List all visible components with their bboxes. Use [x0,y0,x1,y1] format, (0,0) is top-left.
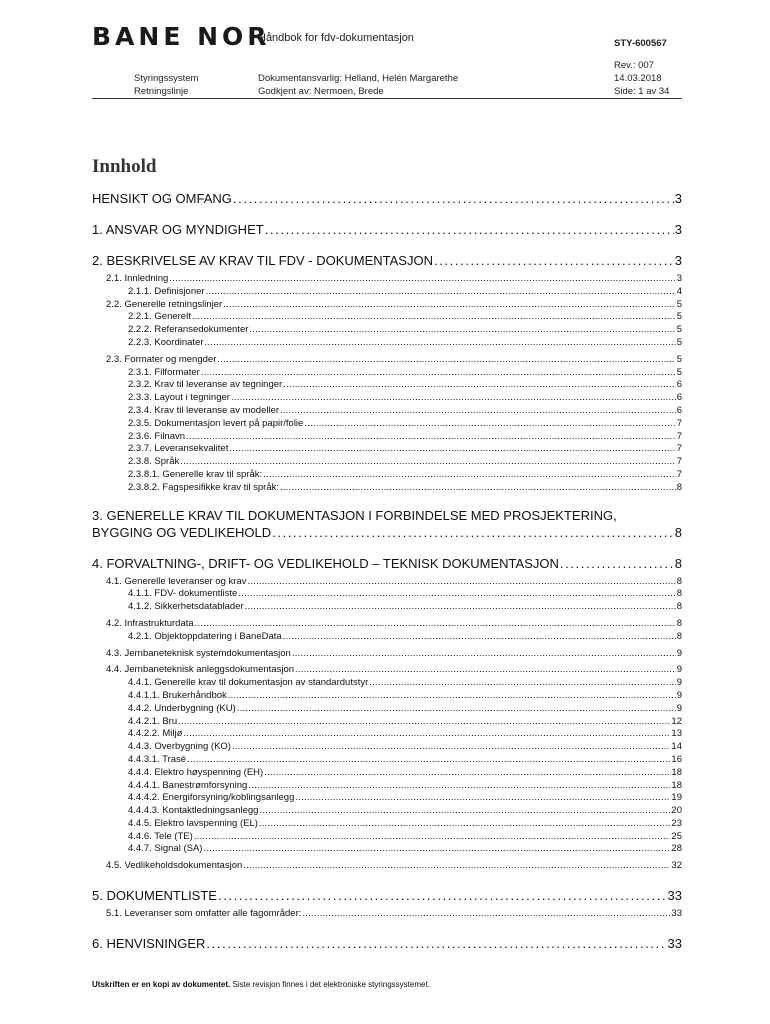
toc-leader-dots [434,252,674,269]
toc-leader-dots [183,728,670,741]
toc-entry-title: 4.5. Vedlikeholdsdokumentasjon [106,860,243,872]
toc-entry-page: 33 [671,908,682,920]
toc-leader-dots [265,221,674,238]
toc-leader-dots [560,555,674,572]
toc-entry[interactable] [92,716,682,729]
toc-entry[interactable] [92,337,682,350]
toc-entry-title: 2.3.2. Krav til leveranse av tegninger [128,379,283,391]
toc-entry[interactable] [92,648,682,661]
document-title: Håndbok for fdv-dokumentasjon [258,32,414,44]
toc-leader-dots [263,469,676,482]
toc-leader-dots [249,324,675,337]
toc-leader-dots [206,286,676,299]
footer-text: Siste revisjon finnes i det elektroniske styringssystemet. [230,980,430,989]
toc-leader-dots [259,818,671,831]
toc-entry[interactable] [92,367,682,380]
table-of-contents [92,190,682,952]
toc-entry-title: 4.4.4.1. Banestrømforsyning [128,779,248,791]
toc-leader-dots [247,576,675,589]
toc-leader-dots [259,805,670,818]
toc-entry-title: 4.4. Jernbaneteknisk anleggsdokumentasjon [106,664,295,676]
toc-entry[interactable] [92,703,682,716]
toc-entry[interactable] [92,792,682,805]
toc-leader-dots [248,780,670,793]
toc-entry[interactable] [92,728,682,741]
toc-entry-page: 9 [676,647,682,659]
toc-leader-dots [272,524,674,541]
toc-leader-dots [229,443,675,456]
toc-entry-page: 8 [674,524,682,540]
toc-leader-dots [280,405,676,418]
toc-entry-page: 8 [676,630,682,642]
toc-entry[interactable] [92,664,682,677]
toc-entry-page: 7 [676,468,682,480]
toc-entry-title: 2.3.5. Dokumentasjon levert på papir/folie [128,417,304,429]
toc-entry-page: 25 [671,830,682,842]
toc-leader-dots [203,843,670,856]
toc-entry[interactable] [92,741,682,754]
toc-entry-title: 4.4.2. Underbygning (KU) [128,702,236,714]
toc-entry-title: 4.4.3. Overbygning (KO) [128,741,231,753]
toc-entry[interactable] [92,379,682,392]
bane-nor-logo: BANE NOR [92,22,271,51]
toc-leader-dots [232,741,670,754]
toc-entry-page: 6 [676,404,682,416]
toc-entry-page: 23 [671,817,682,829]
toc-entry[interactable] [92,843,682,856]
toc-entry-page: 9 [676,689,682,701]
toc-entry-page: 16 [671,753,682,765]
toc-entry-title: 2.2.2. Referansedokumenter [128,324,249,336]
toc-entry-title: 3. GENERELLE KRAV TIL DOKUMENTASJON I FORBINDELSE MED PROSJEKTERING, [92,507,617,523]
toc-entry-page: 3 [674,191,682,206]
toc-leader-dots [223,299,676,312]
toc-entry-title: 4.4.2.1. Bru [128,715,178,727]
toc-entry-page: 5 [676,353,682,365]
toc-entry-title: 4.4.1.1. Brukerhåndbok [128,689,227,701]
toc-entry-title: 4.1.2. Sikkerhetsdatablader [128,601,244,613]
toc-entry-title: 2.1.1. Definisjoner [128,285,205,297]
toc-entry[interactable] [92,299,682,312]
toc-entry[interactable] [92,754,682,767]
toc-entry[interactable] [92,190,682,207]
toc-entry-title: 2.1. Innledning [106,273,169,284]
toc-entry-title: 2.3.8. Språk [128,456,180,468]
toc-entry-page: 7 [676,430,682,442]
document-responsible: Dokumentansvarlig: Helland, Helén Margarethe [258,73,459,84]
footer-note [92,980,430,989]
toc-entry-title: 2.3.8.2. Fagspesifikke krav til språk: [128,481,280,493]
toc-leader-dots [238,588,675,601]
toc-entry[interactable] [92,588,682,601]
toc-entry-title: 4.4.6. Tele (TE) [128,830,193,842]
toc-leader-dots [228,690,676,703]
toc-entry-title: 2.3.8.1. Generelle krav til språk: [128,468,263,480]
header-divider [92,98,682,99]
toc-entry-page: 19 [671,792,682,804]
toc-entry-page: 3 [674,222,682,237]
toc-entry-title: 6. HENVISNINGER [92,935,206,951]
toc-entry-page: 7 [676,456,682,468]
toc-entry-page: 33 [667,935,682,951]
toc-entry[interactable] [92,935,682,952]
toc-entry-page: 4 [676,285,682,297]
toc-leader-dots [180,456,675,469]
toc-entry-page: 3 [674,253,682,268]
toc-entry[interactable] [92,818,682,831]
toc-leader-dots [201,367,676,380]
toc-entry-page: 8 [676,575,682,587]
toc-entry[interactable] [92,576,682,589]
toc-leader-dots [245,601,676,614]
toc-entry-title: 4.2.1. Objektoppdatering i BaneData [128,630,282,642]
toc-entry-title: 4.4.2.2. Miljø [128,728,183,740]
toc-entry-page: 7 [676,417,682,429]
toc-entry-title: 4.1.1. FDV- dokumentliste [128,588,238,600]
toc-leader-dots [237,703,676,716]
toc-leader-dots [186,431,676,444]
toc-entry-title: 2. BESKRIVELSE AV KRAV TIL FDV - DOKUMENTASJON [92,253,433,268]
toc-entry[interactable] [92,311,682,324]
toc-leader-dots [304,418,675,431]
toc-entry-title: 2.3.3. Layout i tegninger [128,392,230,404]
toc-entry-title: 2.2. Generelle retningslinjer [106,298,223,310]
toc-entry[interactable] [92,887,682,904]
toc-entry-title: 2.3.1. Filformater [128,366,200,378]
toc-entry[interactable] [92,286,682,299]
toc-leader-dots [302,908,670,921]
toc-leader-dots [169,273,675,286]
toc-leader-dots [218,887,667,904]
toc-entry-page: 8 [674,555,682,571]
toc-entry-page: 3 [676,273,682,284]
toc-entry-page: 6 [676,379,682,391]
toc-leader-dots [217,354,675,367]
toc-leader-dots [243,860,670,873]
toc-entry-page: 8 [676,617,682,629]
toc-entry[interactable] [92,418,682,431]
toc-entry-title: 4.3. Jernbaneteknisk systemdokumentasjon [106,647,291,659]
toc-entry-title: 5.1. Leveranser som omfatter alle fagområder: [106,908,302,920]
toc-leader-dots [295,792,670,805]
document-date: 14.03.2018 [614,73,662,84]
toc-entry-page: 12 [671,715,682,727]
toc-entry-page: 13 [671,728,682,740]
toc-entry-title: 5. DOKUMENTLISTE [92,888,217,904]
toc-entry-page: 5 [676,324,682,336]
toc-entry[interactable] [92,443,682,456]
toc-entry-title: 4. FORVALTNING-, DRIFT- OG VEDLIKEHOLD – TEKNISK DOKUMENTASJON [92,555,559,571]
toc-entry[interactable] [92,805,682,818]
toc-entry-page: 5 [676,298,682,310]
toc-entry-page: 5 [676,311,682,323]
system-label: Styringssystem [134,73,199,84]
toc-entry-page: 18 [671,766,682,778]
toc-entry-page: 9 [676,664,682,676]
toc-entry-title: 4.4.1. Generelle krav til dokumentasjon av standardutstyr [128,677,369,689]
toc-entry[interactable] [92,469,682,482]
toc-leader-dots [205,337,676,350]
toc-entry-page: 28 [671,843,682,855]
toc-entry[interactable] [92,601,682,614]
toc-leader-dots [283,379,676,392]
toc-entry[interactable] [92,431,682,444]
toc-entry[interactable] [92,273,682,286]
toc-leader-dots [292,648,676,661]
toc-entry-page: 7 [676,443,682,455]
toc-entry-title: 2.3.7. Leveransekvalitet [128,443,229,455]
toc-leader-dots [233,190,674,207]
toc-entry-title: 2.2.1. Generelt [128,311,191,323]
toc-entry[interactable] [92,618,682,631]
toc-entry-title: 1. ANSVAR OG MYNDIGHET [92,222,264,237]
toc-entry-title: HENSIKT OG OMFANG [92,191,232,206]
toc-leader-dots [280,482,676,495]
document-type: Retningslinje [134,86,189,97]
toc-entry-page: 8 [676,601,682,613]
toc-leader-dots [206,935,666,952]
toc-entry-title: 2.3.4. Krav til leveranse av modeller [128,404,280,416]
toc-entry[interactable] [92,324,682,337]
toc-entry[interactable] [92,507,682,524]
toc-leader-dots [295,664,676,677]
toc-entry-title: 4.1. Generelle leveranser og krav [106,575,247,587]
toc-leader-dots [194,831,671,844]
toc-entry-page: 20 [671,805,682,817]
toc-entry-page: 14 [671,741,682,753]
toc-entry-page: 8 [676,481,682,493]
toc-entry-title: 2.3.6. Filnavn [128,430,186,442]
toc-entry-page: 8 [676,588,682,600]
toc-entry-page: 33 [667,888,682,904]
toc-entry-title: 2.3. Formater og mengder [106,353,217,365]
toc-entry[interactable] [92,908,682,921]
toc-heading: Innhold [92,156,157,177]
toc-entry-page: 9 [676,702,682,714]
toc-entry-page: 5 [676,366,682,378]
toc-entry-title: 4.4.7. Signal (SA) [128,843,203,855]
toc-entry-page: 6 [676,392,682,404]
toc-entry[interactable] [92,482,682,495]
approved-by: Godkjent av: Nermoen, Brede [258,86,384,97]
footer-bold: Utskriften er en kopi av dokumentet. [92,980,231,989]
toc-entry[interactable] [92,392,682,405]
toc-entry[interactable] [92,831,682,844]
toc-entry-title: BYGGING OG VEDLIKEHOLD [92,524,272,540]
toc-entry[interactable] [92,631,682,644]
toc-entry-page: 5 [676,336,682,348]
toc-entry-page: 9 [676,677,682,689]
toc-entry[interactable] [92,690,682,703]
revision: Rev.: 007 [614,60,654,71]
toc-entry-title: 2.2.3. Koordinater [128,336,204,348]
toc-entry[interactable] [92,780,682,793]
toc-entry[interactable] [92,524,682,541]
toc-leader-dots [187,754,670,767]
toc-entry-page: 32 [671,860,682,872]
toc-leader-dots [231,392,676,405]
toc-entry-title: 4.2. Infrastrukturdata [106,617,194,629]
toc-entry[interactable] [92,456,682,469]
toc-entry-page: 18 [671,779,682,791]
toc-entry[interactable] [92,860,682,873]
toc-leader-dots [195,618,676,631]
toc-entry-title: 4.4.3.1. Trasé [128,753,187,765]
toc-entry[interactable] [92,354,682,367]
toc-entry-title: 4.4.4.3. Kontaktledningsanlegg [128,805,259,817]
page-number: Side: 1 av 34 [614,86,670,97]
toc-leader-dots [264,767,670,780]
toc-leader-dots [178,716,670,729]
document-id: STY-600567 [614,38,667,49]
toc-entry-title: 4.4.4.2. Energiforsyning/koblingsanlegg [128,792,295,804]
toc-entry-title: 4.4.5. Elektro lavspenning (EL) [128,817,258,829]
toc-leader-dots [369,677,675,690]
toc-entry[interactable] [92,252,682,269]
toc-entry[interactable] [92,221,682,238]
toc-entry[interactable] [92,677,682,690]
toc-entry[interactable] [92,767,682,780]
toc-entry[interactable] [92,405,682,418]
toc-entry-title: 4.4.4. Elektro høyspenning (EH) [128,766,264,778]
toc-entry[interactable] [92,555,682,572]
toc-leader-dots [192,311,676,324]
toc-leader-dots [283,631,676,644]
